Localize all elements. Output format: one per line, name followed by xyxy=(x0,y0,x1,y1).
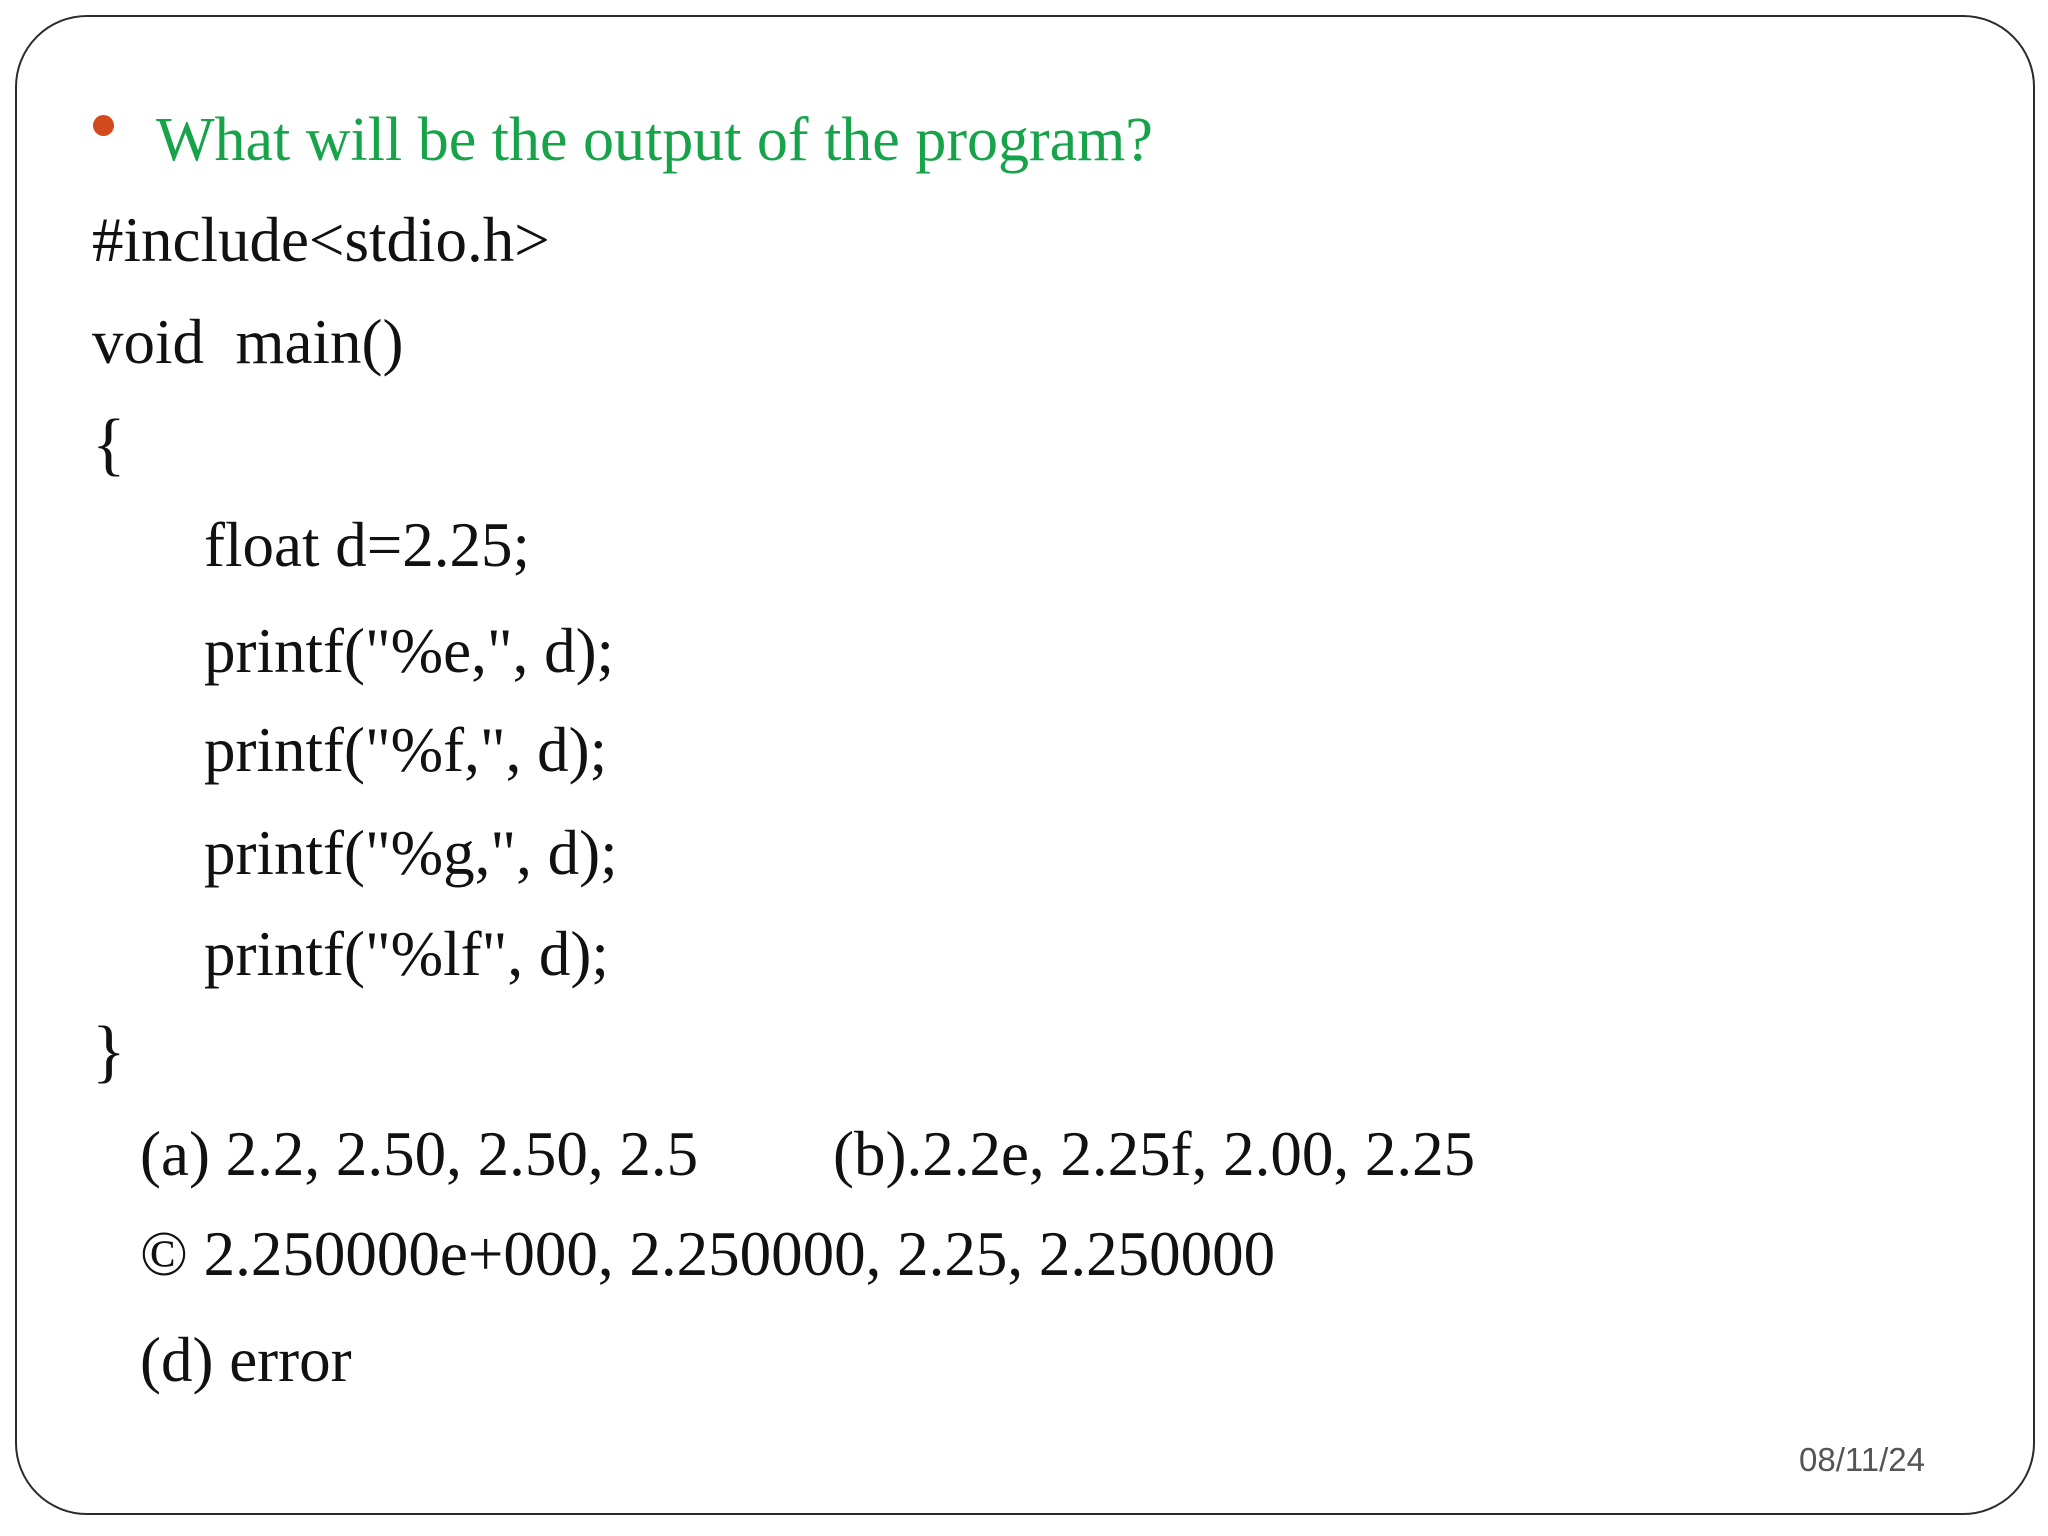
code-main-signature: void main() xyxy=(92,307,404,377)
code-close-brace: } xyxy=(92,1013,126,1090)
bullet-icon xyxy=(93,115,114,136)
option-d: (d) error xyxy=(140,1325,352,1395)
question-text: What will be the output of the program? xyxy=(156,106,1153,174)
option-c: © 2.250000e+000, 2.250000, 2.25, 2.250000 xyxy=(140,1219,1276,1289)
option-b: (b).2.2e, 2.25f, 2.00, 2.25 xyxy=(833,1119,1476,1189)
slide-date: 08/11/24 xyxy=(1799,1441,1926,1478)
code-printf-lf: printf("%lf", d); xyxy=(204,919,609,989)
code-printf-f: printf("%f,", d); xyxy=(204,715,608,785)
code-include-line: #include<stdio.h> xyxy=(92,205,550,275)
option-a: (a) 2.2, 2.50, 2.50, 2.5 xyxy=(140,1119,699,1189)
slide-frame xyxy=(15,15,2035,1515)
code-open-brace: { xyxy=(92,406,126,483)
code-declaration: float d=2.25; xyxy=(204,510,530,580)
code-printf-e: printf("%e,", d); xyxy=(204,616,615,686)
code-printf-g: printf("%g,", d); xyxy=(204,818,618,888)
